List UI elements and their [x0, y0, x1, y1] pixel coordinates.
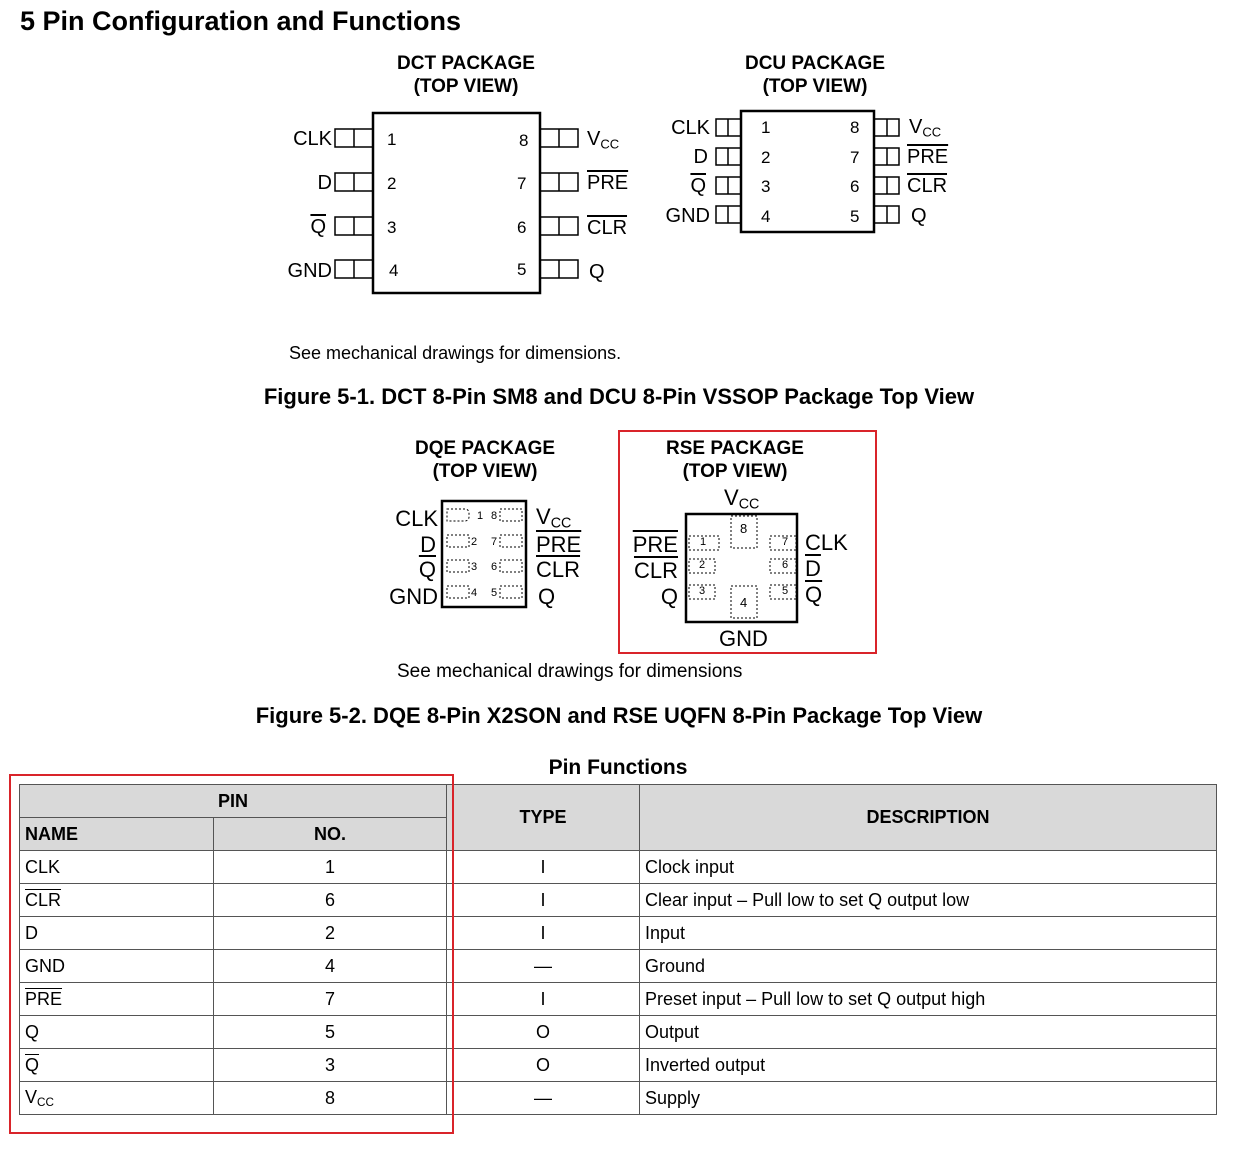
- dqe-pin-label-prebar: $\overline{PRE}$: [536, 532, 582, 557]
- dcu-package-title: [715, 52, 915, 98]
- cell-no: 8: [214, 1082, 447, 1115]
- dcu-pin-label-vcc: $V_{CC}$: [909, 116, 942, 140]
- rse-pin-num-8: 8: [740, 521, 748, 536]
- dct-pin-num-1: 1: [387, 130, 397, 149]
- dqe-pin-num-6: 6: [491, 561, 498, 573]
- header-no: NO.: [214, 818, 447, 851]
- dcu-pin-num-8: 8: [850, 118, 860, 137]
- rse-pin-label-qbar: $\overline{Q}$: [805, 582, 823, 607]
- dqe-pin-label-clk: CLK: [395, 506, 438, 531]
- cell-desc: Ground: [640, 950, 1217, 983]
- dcu-pin-num-6: 6: [850, 177, 860, 196]
- cell-type: I: [447, 851, 640, 884]
- cell-desc: Supply: [640, 1082, 1217, 1115]
- dqe-title-line1: DQE PACKAGE: [414, 438, 556, 459]
- dqe-pin-label-d: D: [420, 532, 436, 557]
- cell-desc: Preset input – Pull low to set Q output high: [640, 983, 1217, 1016]
- dct-pin-num-6: 6: [517, 218, 527, 237]
- dct-pin-label-d: D: [317, 172, 332, 194]
- dcu-pin-label-gnd: GND: [665, 205, 710, 227]
- header-name: NAME: [20, 818, 214, 851]
- dqe-pin-label-gnd: GND: [389, 584, 438, 609]
- header-type: TYPE: [447, 785, 640, 851]
- dcu-pin-label-clk: CLK: [671, 117, 710, 139]
- dct-pin-num-5: 5: [517, 260, 527, 279]
- cell-name-text: $\overline{PRE}$: [25, 988, 63, 1009]
- dqe-pin-label-clrbar: $\overline{CLR}$: [536, 557, 581, 582]
- dqe-pin-num-7: 7: [491, 536, 498, 548]
- rse-pin-label-clrbar: $\overline{CLR}$: [633, 558, 678, 583]
- rse-title-line1: RSE PACKAGE: [666, 438, 804, 459]
- cell-desc: Clock input: [640, 851, 1217, 884]
- cell-type: —: [447, 1082, 640, 1115]
- cell-no: 7: [214, 983, 447, 1016]
- dqe-pin-label-qbar: $\overline{Q}$: [418, 557, 436, 582]
- note-mechanical-2: See mechanical drawings for dimensions: [397, 661, 743, 682]
- dqe-package-title: [385, 437, 585, 483]
- dqe-pin-num-1: 1: [477, 510, 484, 522]
- dcu-pin-num-5: 5: [850, 207, 860, 226]
- dcu-pin-label-d: D: [693, 146, 708, 168]
- dqe-pin-num-8: 8: [491, 510, 498, 522]
- cell-name: CLK: [20, 851, 214, 884]
- cell-no: 2: [214, 917, 447, 950]
- cell-type: I: [447, 917, 640, 950]
- cell-no: 3: [214, 1049, 447, 1082]
- cell-desc: Inverted output: [640, 1049, 1217, 1082]
- dqe-pin-num-2: 2: [471, 536, 478, 548]
- cell-name-text: $\overline{CLR}$: [25, 889, 62, 910]
- dcu-pin-num-2: 2: [761, 148, 771, 167]
- section-title: 5 Pin Configuration and Functions: [20, 6, 461, 36]
- cell-type: I: [447, 884, 640, 917]
- header-pin: PIN: [20, 785, 447, 818]
- cell-no: 1: [214, 851, 447, 884]
- dcu-pin-num-3: 3: [761, 177, 771, 196]
- rse-pin-label-clk: CLK: [805, 530, 848, 555]
- header-description: DESCRIPTION: [640, 785, 1217, 851]
- dct-title-line1: DCT PACKAGE: [397, 53, 535, 74]
- note-mechanical-1: See mechanical drawings for dimensions.: [289, 343, 622, 363]
- cell-no: 4: [214, 950, 447, 983]
- dqe-title-line2: (TOP VIEW): [432, 461, 538, 482]
- rse-title-line2: (TOP VIEW): [682, 461, 788, 482]
- cell-name: D: [20, 917, 214, 950]
- dct-pin-num-7: 7: [517, 174, 527, 193]
- dcu-pin-label-prebar: $\overline{PRE}$: [907, 146, 949, 168]
- cell-name-sub: CC: [37, 1095, 54, 1109]
- rse-pin-label-vcc: $V_{CC}$: [724, 485, 760, 513]
- rse-pin-num-7: 7: [782, 536, 789, 548]
- cell-no: 6: [214, 884, 447, 917]
- rse-package-title: [635, 437, 835, 483]
- dcu-pin-num-4: 4: [761, 207, 771, 226]
- dcu-pin-num-7: 7: [850, 148, 860, 167]
- figure-5-2-caption: Figure 5-2. DQE 8-Pin X2SON and RSE UQFN 8-Pin Package Top View: [255, 703, 983, 728]
- rse-pin-num-1: 1: [700, 536, 707, 548]
- cell-name: Q: [20, 1016, 214, 1049]
- dct-pin-num-2: 2: [387, 174, 397, 193]
- dct-pin-label-clrbar: $\overline{CLR}$: [587, 217, 628, 239]
- pin-functions-title: Pin Functions: [548, 756, 688, 779]
- cell-name: GND: [20, 950, 214, 983]
- cell-name-text: $\overline{Q}$: [25, 1054, 40, 1075]
- dct-pin-label-clk: CLK: [293, 128, 332, 150]
- dcu-pin-label-clrbar: $\overline{CLR}$: [907, 175, 948, 197]
- dcu-title-line2: (TOP VIEW): [762, 76, 868, 97]
- dcu-pin-stubs: [716, 119, 899, 223]
- cell-desc: Clear input – Pull low to set Q output low: [640, 884, 1217, 917]
- dcu-pin-num-1: 1: [761, 118, 771, 137]
- rse-pin-label-gnd: GND: [719, 626, 768, 651]
- rse-pin-num-2: 2: [699, 559, 706, 571]
- dct-pin-label-gnd: GND: [287, 260, 332, 282]
- rse-pin-num-5: 5: [782, 585, 789, 597]
- rse-pin-num-4: 4: [740, 595, 748, 610]
- dct-pin-label-qbar: $\overline{Q}$: [310, 216, 326, 238]
- cell-name-text: V: [25, 1087, 38, 1108]
- dqe-pin-num-4: 4: [471, 587, 478, 599]
- cell-no: 5: [214, 1016, 447, 1049]
- cell-type: —: [447, 950, 640, 983]
- dct-pin-num-4: 4: [389, 261, 399, 280]
- dcu-pin-label-q: Q: [911, 205, 927, 227]
- pin-columns-highlight-box: [9, 774, 454, 1134]
- dqe-pin-num-5: 5: [491, 587, 498, 599]
- rse-pin-num-6: 6: [782, 559, 789, 571]
- rse-pin-label-dbar: $\overline{D}$: [805, 556, 821, 581]
- dcu-pin-label-qbar: $\overline{Q}$: [690, 175, 706, 197]
- cell-desc: Output: [640, 1016, 1217, 1049]
- dct-pin-label-prebar: $\overline{PRE}$: [587, 172, 629, 194]
- rse-pin-num-3: 3: [699, 585, 706, 597]
- dct-pin-num-8: 8: [519, 131, 529, 150]
- dct-pin-stubs: [335, 129, 578, 278]
- dqe-pin-label-vcc: $V_{CC}$: [536, 504, 572, 532]
- rse-pin-label-prebar: $\overline{PRE}$: [632, 532, 678, 557]
- cell-type: I: [447, 983, 640, 1016]
- rse-pin-label-q: Q: [660, 584, 678, 609]
- dct-pin-label-vcc: $V_{CC}$: [587, 128, 620, 152]
- cell-type: O: [447, 1049, 640, 1082]
- cell-desc: Input: [640, 917, 1217, 950]
- dct-pin-num-3: 3: [387, 218, 397, 237]
- figure-5-1-caption: Figure 5-1. DCT 8-Pin SM8 and DCU 8-Pin VSSOP Package Top View: [263, 384, 975, 409]
- dqe-body: [442, 501, 526, 607]
- dqe-pads: [447, 509, 522, 598]
- dcu-title-line1: DCU PACKAGE: [744, 53, 886, 74]
- dqe-pin-num-3: 3: [471, 561, 478, 573]
- dct-title-line2: (TOP VIEW): [413, 76, 519, 97]
- package-drawings-figure1: [0, 0, 1250, 420]
- dqe-pin-label-q: Q: [538, 584, 556, 609]
- dct-pin-label-q: Q: [589, 261, 605, 283]
- cell-type: O: [447, 1016, 640, 1049]
